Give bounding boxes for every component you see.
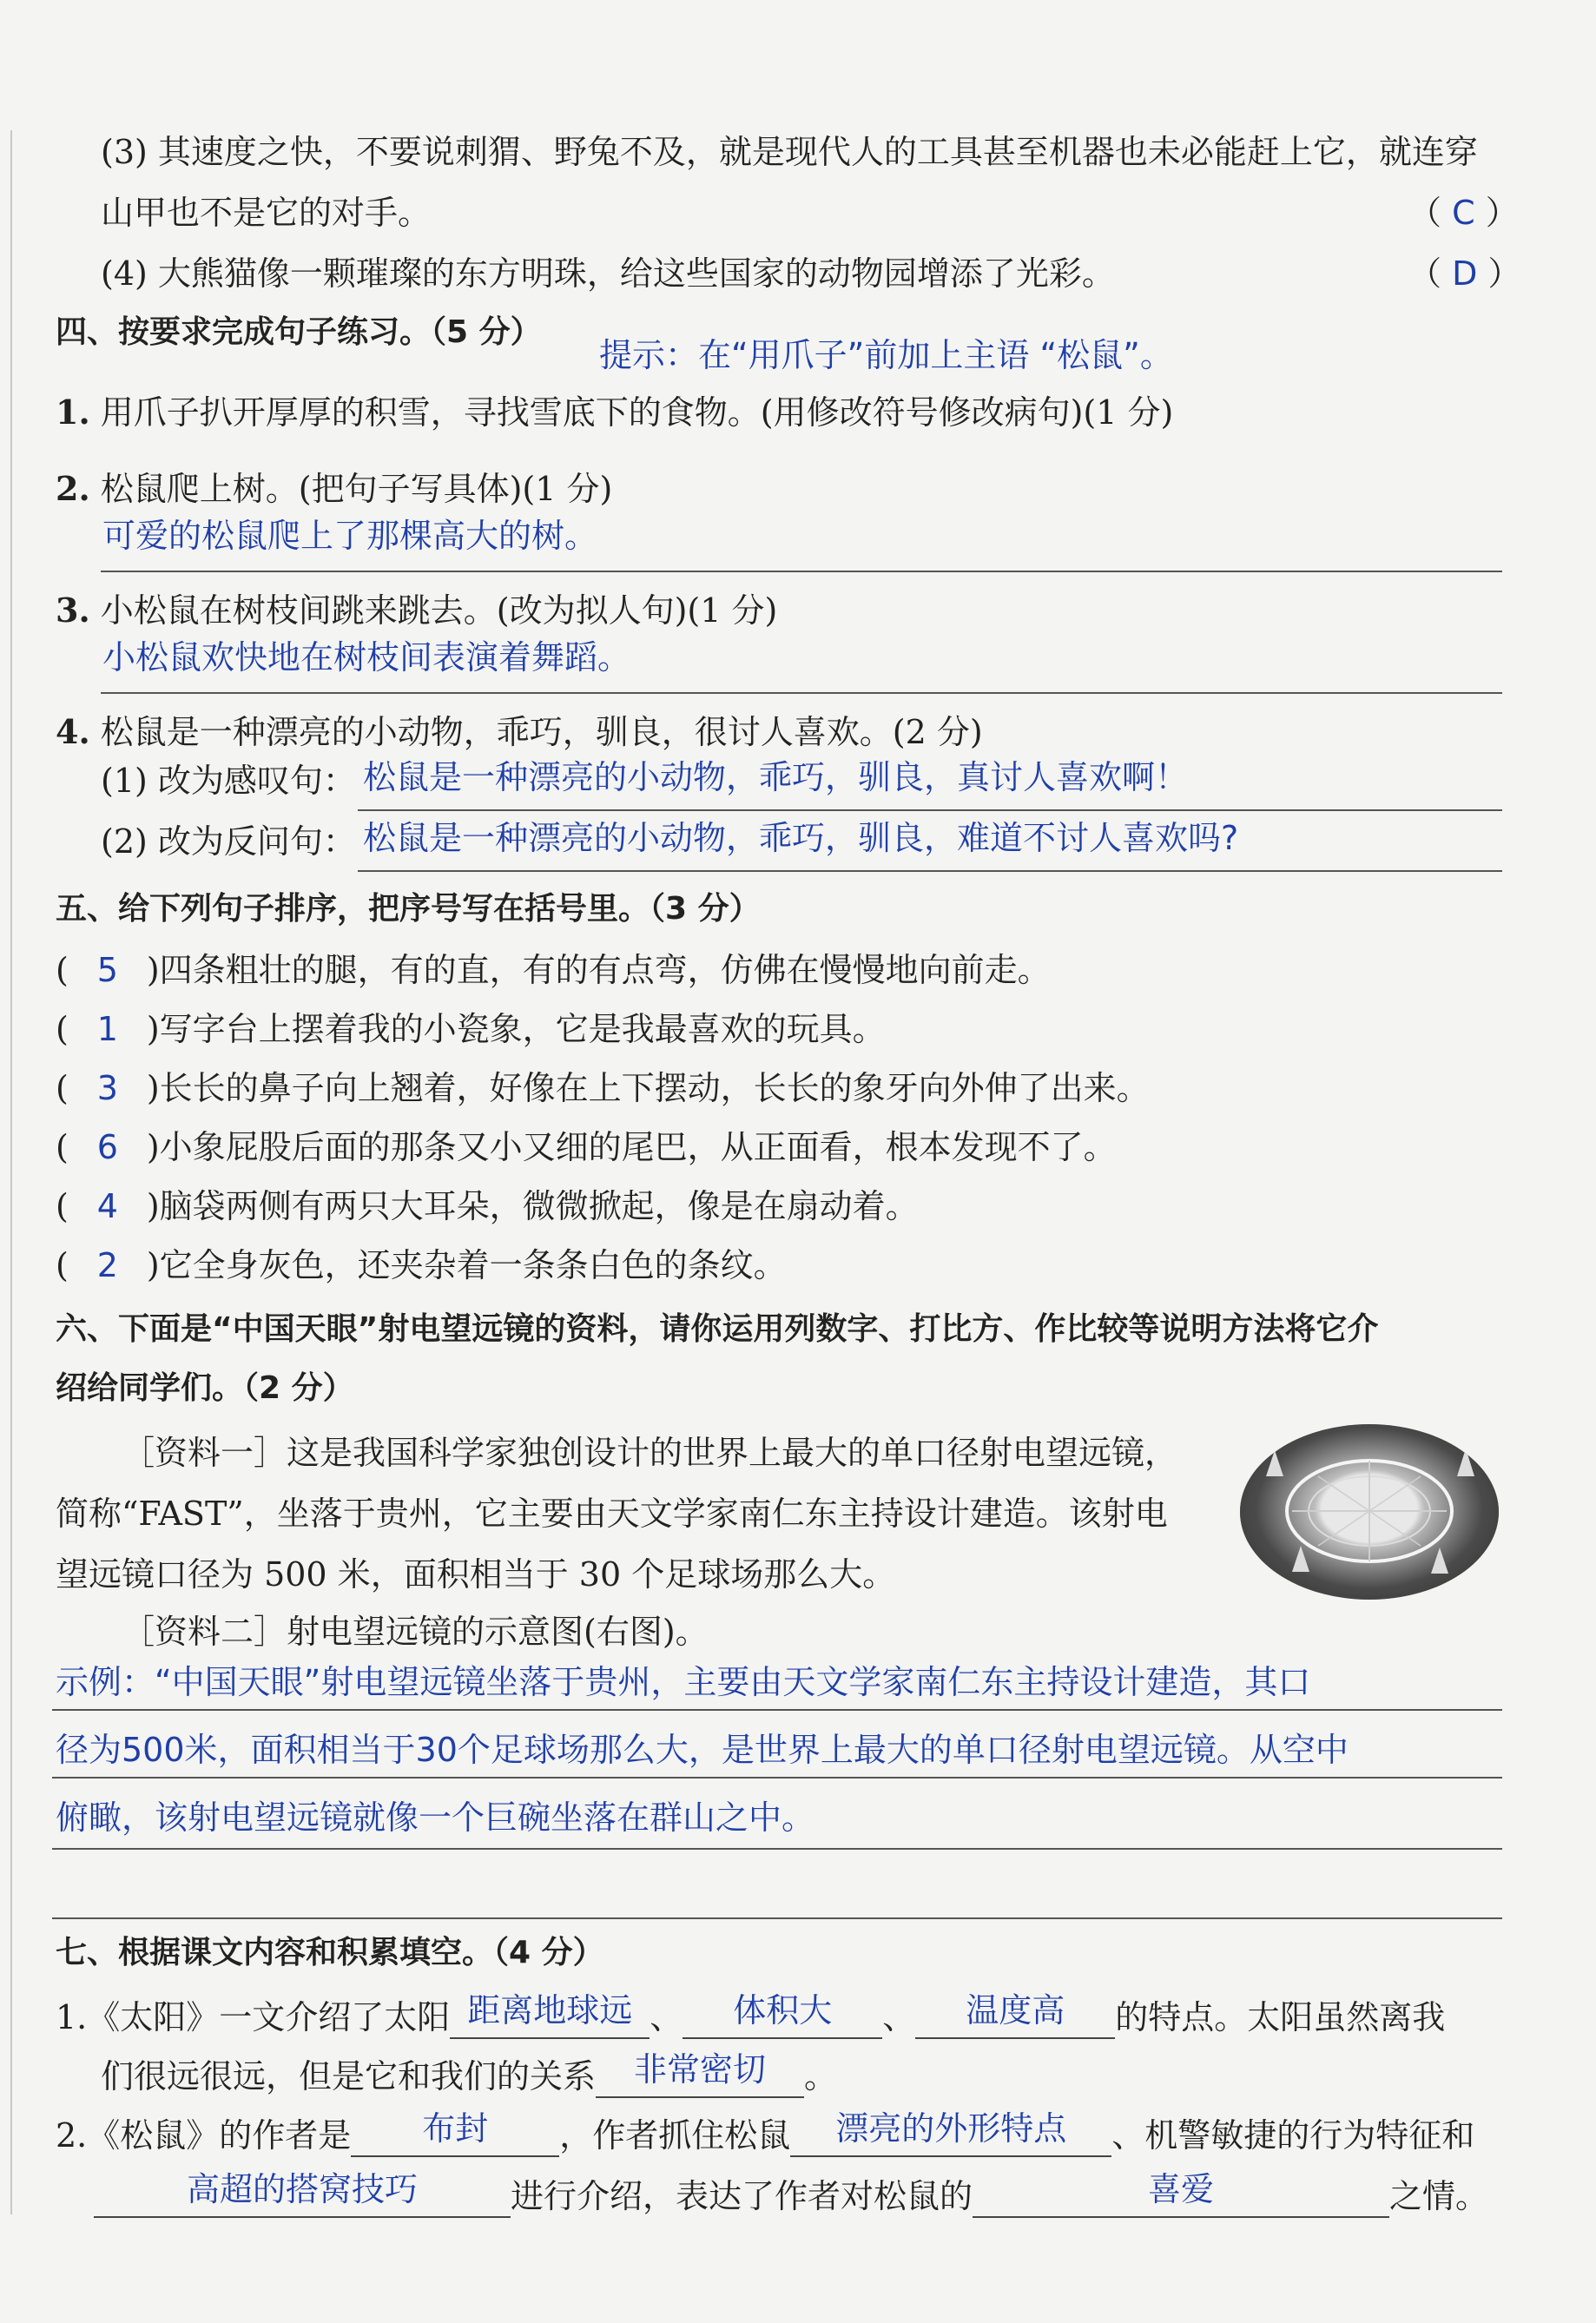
s4-q4b-label: (2) 改为反问句： [101,822,356,861]
q3-item3-line2: 山甲也不是它的对手。 [101,194,432,232]
s7-q1-line1: 1.《太阳》一文介绍了太阳 距离地球远 、 体积大 、 温度高 的特点。太阳虽然离我 [56,1997,1445,2039]
q3-item4-answer: D [1452,254,1478,293]
s5-item-text: 它全身灰色，还夹杂着一条条白色的条纹。 [159,1246,787,1284]
s7-q1-answer3: 温度高 [966,1991,1065,2029]
s4-q2-text: 松鼠爬上树。(把句子写具体)(1 分) [100,470,613,508]
s4-q4a-answer: 松鼠是一种漂亮的小动物，乖巧，驯良，真讨人喜欢啊！ [363,758,1189,796]
s7-q1-line2: 们很远很远，但是它和我们的关系 非常密切 。 [101,2056,837,2098]
s6-answer-line3: 俯瞰，该射电望远镜就像一个巨碗坐落在群山之中。 [56,1798,815,1837]
answer-line [101,571,1502,572]
s7-q1-answer1: 距离地球远 [467,1991,633,2029]
q3-item3-line1: (3) 其速度之快，不要说刺猬、野兔不及，就是现代人的工具甚至机器也未必能赶上它，就连穿 [101,133,1478,171]
margin-line [10,130,12,2214]
s7-q1-line2-prefix: 们很远很远，但是它和我们的关系 [101,2057,597,2095]
s7-q1-blank2 [683,1991,882,2039]
s7-q1-blank1 [450,1991,650,2039]
s7-q2-answer2: 漂亮的外形特点 [835,2109,1067,2148]
s4-q3-text: 小松鼠在树枝间跳来跳去。(改为拟人句)(1 分) [100,591,778,630]
section5-title: 五、给下列句子排序，把序号写在括号里。（3 分） [56,891,761,927]
s5-item-text: 长长的鼻子向上翘着，好像在上下摆动，长长的象牙向外伸了出来。 [159,1069,1150,1107]
q3-item3-answer-box: （ C ） [1408,194,1519,232]
s5-item-num: 2 [96,1246,118,1284]
q3-item4: (4) 大熊猫像一颗璀璨的东方明珠，给这些国家的动物园增添了光彩。 [101,254,1115,293]
s7-q1-answer4: 非常密切 [634,2050,767,2089]
s4-q4-text: 松鼠是一种漂亮的小动物，乖巧，驯良，很讨人喜欢。(2 分) [100,713,983,751]
s5-item: ( 5 )四条粗壮的腿，有的直，有的有点弯，仿佛在慢慢地向前走。 [56,951,1051,989]
s7-q1-blank4 [596,2050,804,2098]
s5-item-text: 写字台上摆着我的小瓷象，它是我最喜欢的玩具。 [159,1010,886,1048]
s7-q2-blank4 [973,2170,1389,2218]
s7-q2-answer4: 喜爱 [1148,2170,1215,2208]
section4-title: 四、按要求完成句子练习。（5 分） [56,314,542,350]
s4-q4b-answer: 松鼠是一种漂亮的小动物，乖巧，驯良，难道不讨人喜欢吗? [363,819,1239,857]
s6-answer-line2: 径为500米，面积相当于30个足球场那么大，是世界上最大的单口径射电望远镜。从空中 [56,1731,1349,1769]
s4-q2-answer: 可爱的松鼠爬上了那棵高大的树。 [102,517,598,555]
s4-q3-answer: 小松鼠欢快地在树枝间表演着舞蹈。 [102,638,631,676]
section4-hint: 提示：在“用爪子”前加上主语 “松鼠”。 [599,336,1173,374]
s7-q2-line1 [56,2109,1475,2157]
s5-item-text: 脑袋两侧有两只大耳朵，微微掀起，像是在扇动着。 [159,1187,919,1225]
section6-title-line1: 六、下面是“中国天眼”射电望远镜的资料，请你运用列数字、打比方、作比较等说明方法将它介 [56,1311,1379,1347]
s7-q2-answer3: 高超的搭窝技巧 [186,2170,418,2208]
s7-q2-blank1 [351,2109,559,2157]
s7-q2-line2 [94,2170,1489,2218]
s7-q2-end: 之情。 [1389,2177,1489,2215]
s7-q2-mid2: 进行介绍，表达了作者对松鼠的 [511,2177,973,2215]
s5-item: ( 6 )小象屁股后面的那条又小又细的尾巴，从正面看，根本发现不了。 [56,1128,1117,1166]
s7-q2-answer1: 布封 [422,2109,489,2148]
s5-item-num: 6 [96,1128,118,1166]
answer-line [52,1777,1502,1779]
q3-item3-answer: C [1452,194,1475,232]
s7-q1-blank3 [915,1991,1115,2039]
s7-q1-prefix: 1.《太阳》一文介绍了太阳 [56,1998,451,2036]
s5-item-num: 3 [96,1069,118,1107]
answer-line [358,870,1502,872]
s5-item: ( 3 )长长的鼻子向上翘着，好像在上下摆动，长长的象牙向外伸了出来。 [56,1069,1150,1107]
s5-item: ( 2 )它全身灰色，还夹杂着一条条白色的条纹。 [56,1246,787,1284]
s5-item: ( 4 )脑袋两侧有两只大耳朵，微微掀起，像是在扇动着。 [56,1187,919,1225]
answer-line [101,692,1502,694]
s7-q2-suffix: 、机警敏捷的行为特征和 [1111,2116,1475,2155]
s7-q2-mid: ，作者抓住松鼠 [559,2116,791,2155]
s6-material1-line2: 简称“FAST”，坐落于贵州，它主要由天文学家南仁东主持设计建造。该射电 [56,1495,1168,1533]
fast-telescope-photo [1240,1424,1499,1600]
s7-q1-suffix: 的特点。太阳虽然离我 [1115,1998,1446,2036]
s6-answer-line1: 示例：“中国天眼”射电望远镜坐落于贵州，主要由天文学家南仁东主持设计建造，其口 [56,1663,1311,1701]
s5-item-text: 小象屁股后面的那条又小又细的尾巴，从正面看，根本发现不了。 [159,1128,1117,1166]
s4-q3: 3. 小松鼠在树枝间跳来跳去。(改为拟人句)(1 分) [56,591,778,630]
section7-title: 七、根据课文内容和积累填空。（4 分） [56,1935,604,1970]
s4-q4a-label: (1) 改为感叹句： [101,762,356,800]
s6-material1-line1: ［资料一］这是我国科学家独创设计的世界上最大的单口径射电望远镜， [122,1434,1178,1472]
answer-line [52,1709,1502,1711]
s5-item-num: 1 [96,1010,118,1048]
s4-q1: 1. 用爪子扒开厚厚的积雪，寻找雪底下的食物。(用修改符号修改病句)(1 分) [56,393,1174,432]
s6-material1-line3: 望远镜口径为 500 米，面积相当于 30 个足球场那么大。 [56,1555,896,1594]
s7-q1-answer2: 体积大 [733,1991,833,2029]
answer-line [52,1848,1502,1850]
answer-line [358,809,1502,811]
s7-q2-blank3 [94,2170,511,2218]
s5-item: ( 1 )写字台上摆着我的小瓷象，它是我最喜欢的玩具。 [56,1010,886,1048]
s7-q2-prefix: 2.《松鼠》的作者是 [56,2116,352,2155]
s6-material2: ［资料二］射电望远镜的示意图(右图)。 [122,1613,709,1651]
s5-item-text: 四条粗壮的腿，有的直，有的有点弯，仿佛在慢慢地向前走。 [159,951,1051,989]
s5-item-num: 5 [96,951,118,989]
s5-item-num: 4 [96,1187,118,1225]
s7-q2-blank2 [790,2109,1111,2157]
s4-q1-text: 用爪子扒开厚厚的积雪，寻找雪底下的食物。(用修改符号修改病句)(1 分) [100,393,1174,432]
q3-item4-answer-box: （ D ） [1408,254,1521,293]
answer-line [52,1917,1502,1919]
s4-q4: 4. 松鼠是一种漂亮的小动物，乖巧，驯良，很讨人喜欢。(2 分) [56,712,983,751]
section6-title-line2: 绍给同学们。（2 分） [56,1370,354,1406]
s4-q2: 2. 松鼠爬上树。(把句子写具体)(1 分) [56,469,613,508]
